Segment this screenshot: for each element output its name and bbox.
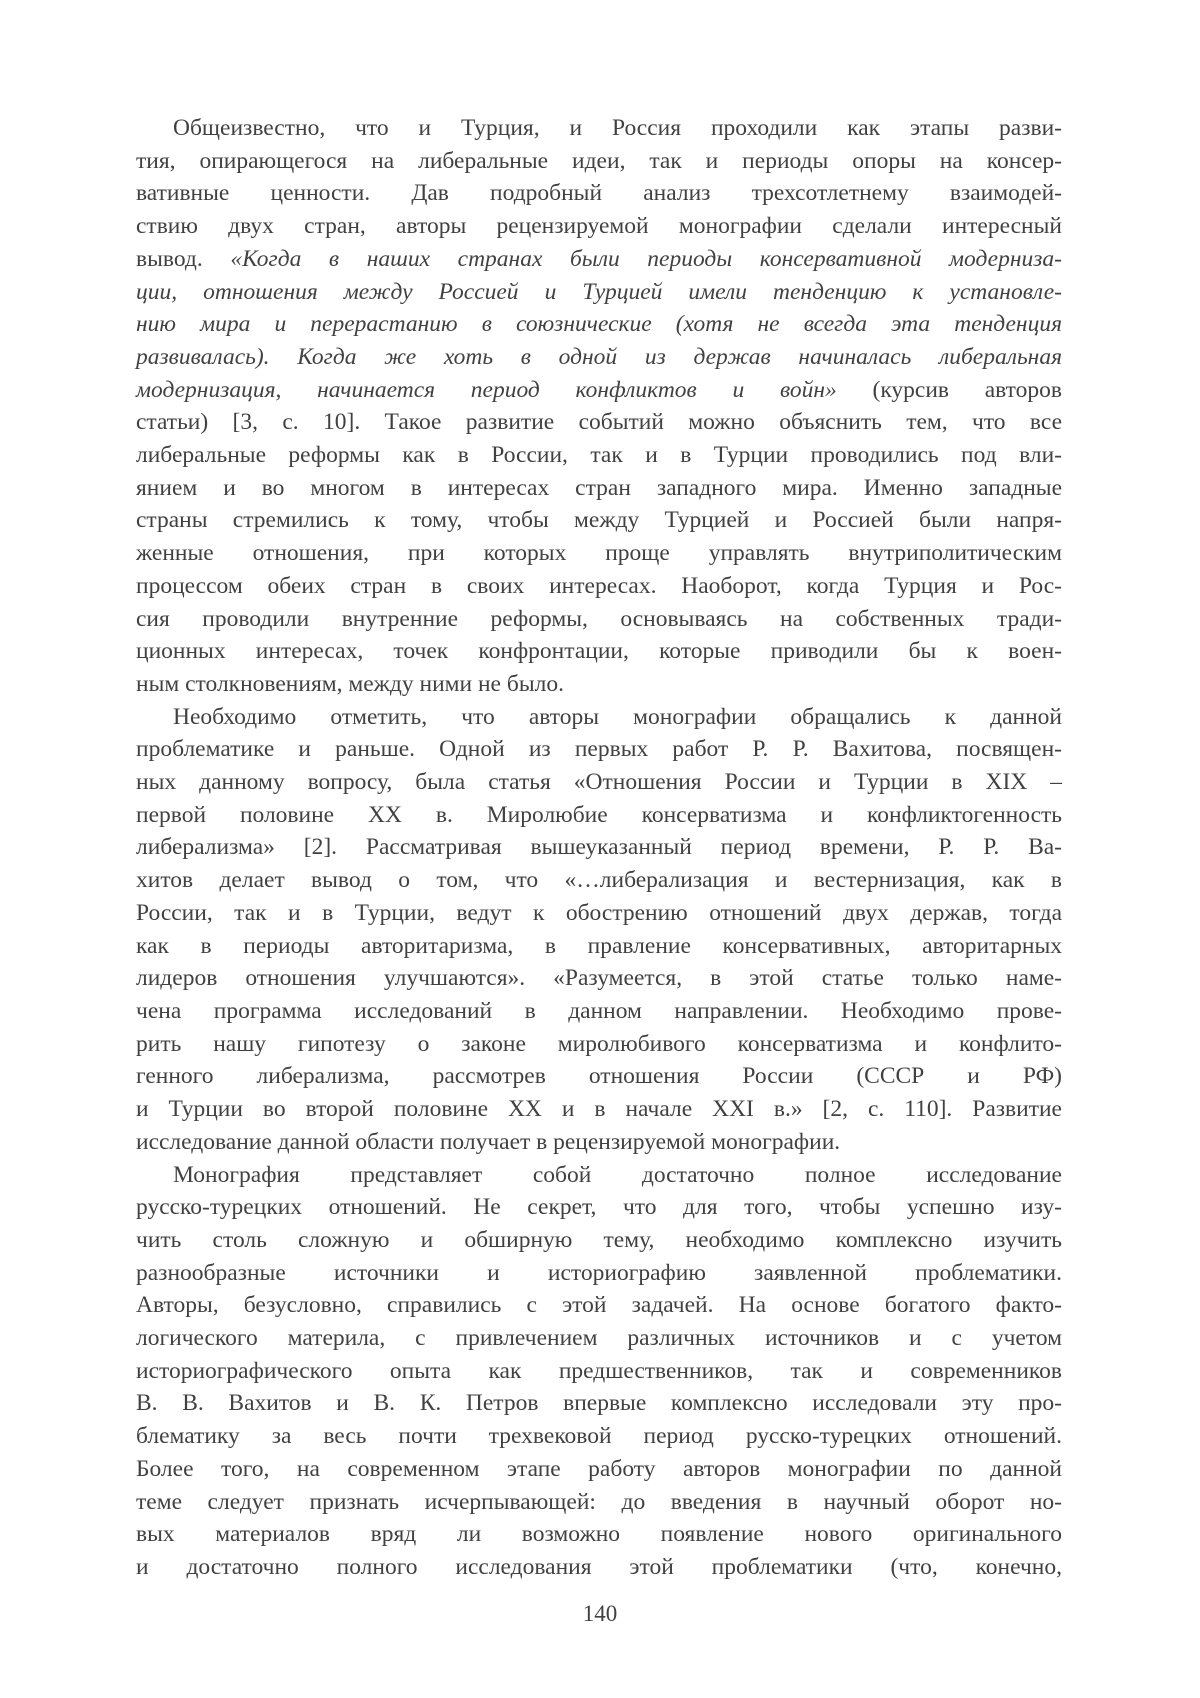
text-segment: вых материалов вряд ли возможно появление нового оригинального [136,1521,1062,1548]
text-line [136,504,1062,537]
text-line [136,1387,1062,1420]
text-segment: и Турции во второй половине XX и в начале XXI в.» [2, с. 110]. Развитие [136,1096,1062,1123]
text-line [136,1257,1062,1290]
text-line [136,537,1062,570]
text-line [136,1551,1062,1584]
text-segment: блематику за весь почти трехвековой период русско-турецких отношений. [136,1423,1062,1450]
text-segment: проблематике и раньше. Одной из первых работ Р. Р. Вахитова, посвящен- [136,736,1062,763]
text-line [136,962,1062,995]
text-line [136,1420,1062,1453]
text-line [136,930,1062,963]
text-segment: либерализма» [2]. Рассматривая вышеуказанный период времени, Р. Р. Ва- [136,834,1062,861]
text-line [136,1322,1062,1355]
text-segment: нию мира и перерастанию в союзнические (хотя не всегда эта тенденция [136,311,1062,338]
text-line [136,1060,1062,1093]
text-segment: ным столкновениям, между ними не было. [136,670,564,697]
text-segment: теме следует признать исчерпывающей: до введения в научный оборот но- [136,1488,1062,1515]
text-line [136,406,1062,439]
text-segment: первой половине XX в. Миролюбие консерватизма и конфликтогенность [136,801,1062,828]
text-line [136,1289,1062,1322]
text-line [136,341,1062,374]
text-segment: янием и во многом в интересах стран западного мира. Именно западные [136,474,1062,501]
text-segment: развивалась). Когда же хоть в одной из держав начиналась либеральная [136,343,1062,370]
text-line [136,1224,1062,1257]
text-segment: ции, отношения между Россией и Турцией имели тенденцию к установле- [136,278,1062,305]
text-line [136,733,1062,766]
text-line [136,799,1062,832]
text-line [136,374,1062,407]
text-segment: Необходимо отметить, что авторы монографии обращались к данной [173,703,1062,730]
text-line [136,668,1062,701]
text-segment: В. В. Вахитов и В. К. Петров впервые комплексно исследовали эту про- [136,1390,1062,1417]
text-block [136,112,1062,1584]
text-line [136,1453,1062,1486]
text-line [136,276,1062,309]
text-segment: чена программа исследований в данном направлении. Необходимо прове- [136,997,1062,1024]
text-line [136,570,1062,603]
text-line [136,439,1062,472]
text-line [136,210,1062,243]
text-segment: страны стремились к тому, чтобы между Турцией и Россией были напря- [136,507,1062,534]
text-line [136,897,1062,930]
text-segment: хитов делает вывод о том, что «…либерализация и вестернизация, как в [136,867,1062,894]
text-line [136,112,1062,145]
text-line [136,995,1062,1028]
text-line [136,864,1062,897]
text-segment: Авторы, безусловно, справились с этой задачей. На основе богатого факто- [136,1292,1062,1319]
text-segment: статьи) [3, с. 10]. Такое развитие событий можно объяснить тем, что все [136,409,1062,436]
text-line [136,635,1062,668]
text-line [136,1486,1062,1519]
text-line [136,145,1062,178]
text-line [136,1518,1062,1551]
text-line [136,177,1062,210]
text-segment: «Когда в наших странах были периоды консервативной модерниза- [230,245,1063,272]
text-line [136,308,1062,341]
text-segment: процессом обеих стран в своих интересах. Наоборот, когда Турция и Рос- [136,572,1062,599]
text-segment: ционных интересах, точек конфронтации, которые приводили бы к воен- [136,638,1062,665]
text-segment: и достаточно полного исследования этой проблематики (что, конечно, [136,1553,1062,1580]
text-segment: сия проводили внутренние реформы, основываясь на собственных тради- [136,605,1062,632]
paragraph [136,701,1062,1159]
text-segment: исследование данной области получает в рецензируемой монографии. [136,1128,841,1155]
text-line [136,1191,1062,1224]
text-line [136,1028,1062,1061]
text-segment: Более того, на современном этапе работу авторов монографии по данной [136,1455,1062,1482]
text-line [136,472,1062,505]
text-segment: вывод. [136,245,231,272]
text-segment: женные отношения, при которых проще управлять внутриполитическим [136,540,1062,567]
page-number: 140 [582,1601,618,1626]
text-line [136,1093,1062,1126]
text-line [136,1159,1062,1192]
text-line [136,766,1062,799]
text-line [136,603,1062,636]
text-segment: чить столь сложную и обширную тему, необходимо комплексно изучить [136,1226,1062,1253]
text-line [136,701,1062,734]
text-segment: лидеров отношения улучшаются». «Разумеется, в этой статье только наме- [136,965,1062,992]
text-segment: генного либерализма, рассмотрев отношения России (СССР и РФ) [136,1063,1062,1090]
text-segment: России, так и в Турции, ведут к обострению отношений двух держав, тогда [136,899,1062,926]
text-line [136,1126,1062,1159]
text-segment: либеральные реформы как в России, так и в Турции проводились под вли- [136,442,1062,469]
text-segment: как в периоды авторитаризма, в правление консервативных, авторитарных [136,932,1062,959]
text-segment: рить нашу гипотезу о законе миролюбивого консерватизма и конфлито- [136,1030,1062,1057]
text-segment: разнообразные источники и историографию заявленной проблематики. [136,1259,1062,1286]
text-segment: ствию двух стран, авторы рецензируемой монографии сделали интересный [136,213,1062,240]
text-segment: логического материла, с привлечением различных источников и с учетом [136,1325,1062,1352]
text-segment: русско-турецких отношений. Не секрет, что для того, чтобы успешно изу- [136,1194,1062,1221]
text-line [136,831,1062,864]
text-segment: Монография представляет собой достаточно полное исследование [173,1161,1062,1188]
text-line [136,1355,1062,1388]
text-segment: ных данному вопросу, была статья «Отношения России и Турции в XIX – [136,769,1062,796]
text-segment: Общеизвестно, что и Турция, и Россия проходили как этапы разви- [173,115,1062,141]
text-segment: тия, опирающегося на либеральные идеи, так и периоды опоры на консер- [136,147,1062,174]
text-line [136,243,1062,276]
text-segment: (курсив авторов [836,376,1062,403]
text-segment: модернизация, начинается период конфликтов и войн» [136,376,837,403]
text-segment: вативные ценности. Дав подробный анализ трехсотлетнему взаимодей- [136,180,1062,207]
text-segment: историографического опыта как предшественников, так и современников [136,1357,1062,1384]
paragraph [136,112,1062,701]
paragraph [136,1159,1062,1584]
